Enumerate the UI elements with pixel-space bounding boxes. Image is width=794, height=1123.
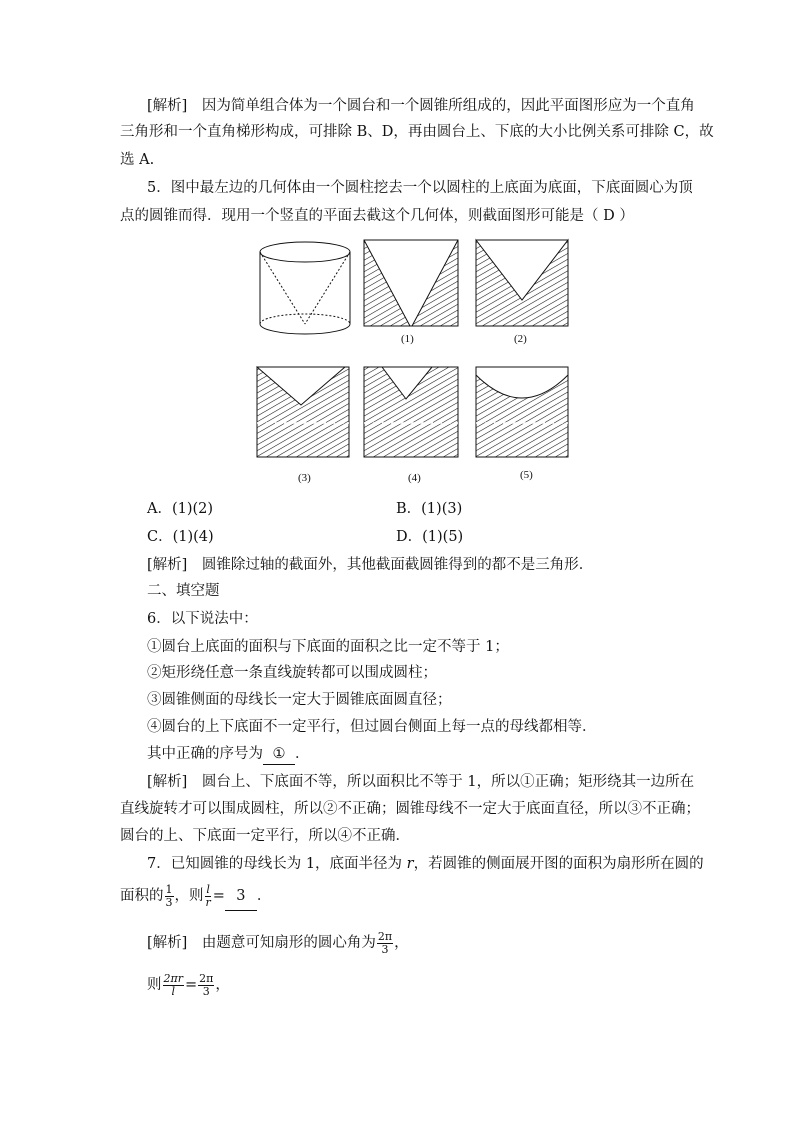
figure-label-4: (4)	[408, 472, 421, 484]
figure-5	[474, 365, 570, 461]
question-6-answer-line	[147, 744, 310, 765]
answer-blank: ①	[263, 744, 295, 765]
analysis-6-line1: [解析] 圆台上、下底面不等，所以面积比不等于 1，所以①正确；矩形绕其一边所在	[147, 774, 695, 790]
answer-blank-7: 3	[225, 882, 257, 911]
statement-1: ①圆台上底面的面积与下底面的面积之比一定不等于 1；	[147, 639, 509, 655]
question-5-line2: 点的圆锥而得．现用一个竖直的平面去截这个几何体，则截面图形可能是（ D ）	[120, 208, 634, 224]
statement-2: ②矩形绕任意一条直线旋转都可以围成圆柱；	[147, 665, 437, 681]
option-d: D．(1)(5)	[396, 529, 464, 545]
q7-then: ，则	[174, 888, 204, 904]
statement-3: ③圆锥侧面的母线长一定大于圆锥底面圆直径；	[147, 692, 452, 708]
q7-text-c: ，若圆锥的侧面展开图的面积为扇形所在圆的	[413, 856, 704, 872]
analysis-6-line3: 圆台的上、下底面一定平行，所以④不正确．	[120, 828, 410, 844]
figure-label-2: (2)	[514, 333, 527, 345]
equals-2: =	[185, 977, 198, 993]
figure-1	[362, 238, 460, 330]
question-7-line2	[120, 882, 271, 911]
comma: ，	[394, 935, 409, 951]
comma-2: ，	[215, 977, 230, 993]
figure-4	[362, 365, 460, 461]
analysis-4-line3: 选 A.	[120, 152, 155, 168]
fraction-2pir-l: $\frac{2\pi r}{l}$	[163, 971, 183, 998]
figure-3	[255, 365, 351, 461]
figure-label-3: (3)	[298, 472, 311, 484]
analysis-7-text: [解析] 由题意可知扇形的圆心角为	[147, 935, 376, 951]
fraction-2pi-3: $\frac{2\pi}{3}$	[377, 929, 393, 956]
question-5-line1: 5．图中最左边的几何体由一个圆柱挖去一个以圆柱的上底面为底面，下底面圆心为顶	[147, 180, 693, 196]
figure-cylinder	[255, 238, 355, 338]
section-heading-fill-in: 二、填空题	[147, 583, 220, 599]
q7-text-area: 面积的	[120, 888, 164, 904]
fraction-l-over-r: $\frac{l}{r}$	[205, 882, 211, 909]
q7-text-a: 7．已知圆锥的母线长为 1，底面半径为	[147, 856, 403, 872]
figure-label-1: (1)	[401, 333, 414, 345]
analysis-7-line2	[147, 970, 230, 1000]
question-7-line1	[147, 854, 704, 874]
then-text: 则	[147, 977, 162, 993]
option-b: B．(1)(3)	[396, 501, 463, 517]
fraction-2pi-3-b: $\frac{2\pi}{3}$	[199, 971, 214, 998]
answer-prompt: 其中正确的序号为	[147, 746, 263, 762]
option-a: A．(1)(2)	[147, 501, 214, 517]
figure-label-5: (5)	[520, 469, 533, 481]
analysis-5: [解析] 圆锥除过轴的截面外，其他截面截圆锥得到的都不是三角形．	[147, 557, 594, 573]
question-6-stem: 6．以下说法中：	[147, 611, 258, 627]
statement-4: ④圆台的上下底面不一定平行，但过圆台侧面上每一点的母线都相等．	[147, 719, 597, 735]
analysis-4-line2: 三角形和一个直角梯形构成，可排除 B、D，再由圆台上、下底的大小比例关系可排除 C，故	[120, 124, 714, 140]
period-7: ．	[256, 888, 272, 904]
option-c: C．(1)(4)	[147, 529, 214, 545]
analysis-7-line1	[147, 928, 409, 958]
equals: =	[212, 888, 225, 904]
q7-var-r: r	[406, 856, 414, 872]
period: ．	[295, 746, 310, 762]
fraction-one-third: $\frac{1}{3}$	[165, 882, 173, 909]
figure-2	[474, 238, 570, 330]
analysis-4-line1: [解析] 因为简单组合体为一个圆台和一个圆锥所组成的，因此平面图形应为一个直角	[147, 98, 695, 114]
analysis-6-line2: 直线旋转才可以围成圆柱，所以②不正确；圆锥母线不一定大于底面直径，所以③不正确；	[120, 801, 700, 817]
